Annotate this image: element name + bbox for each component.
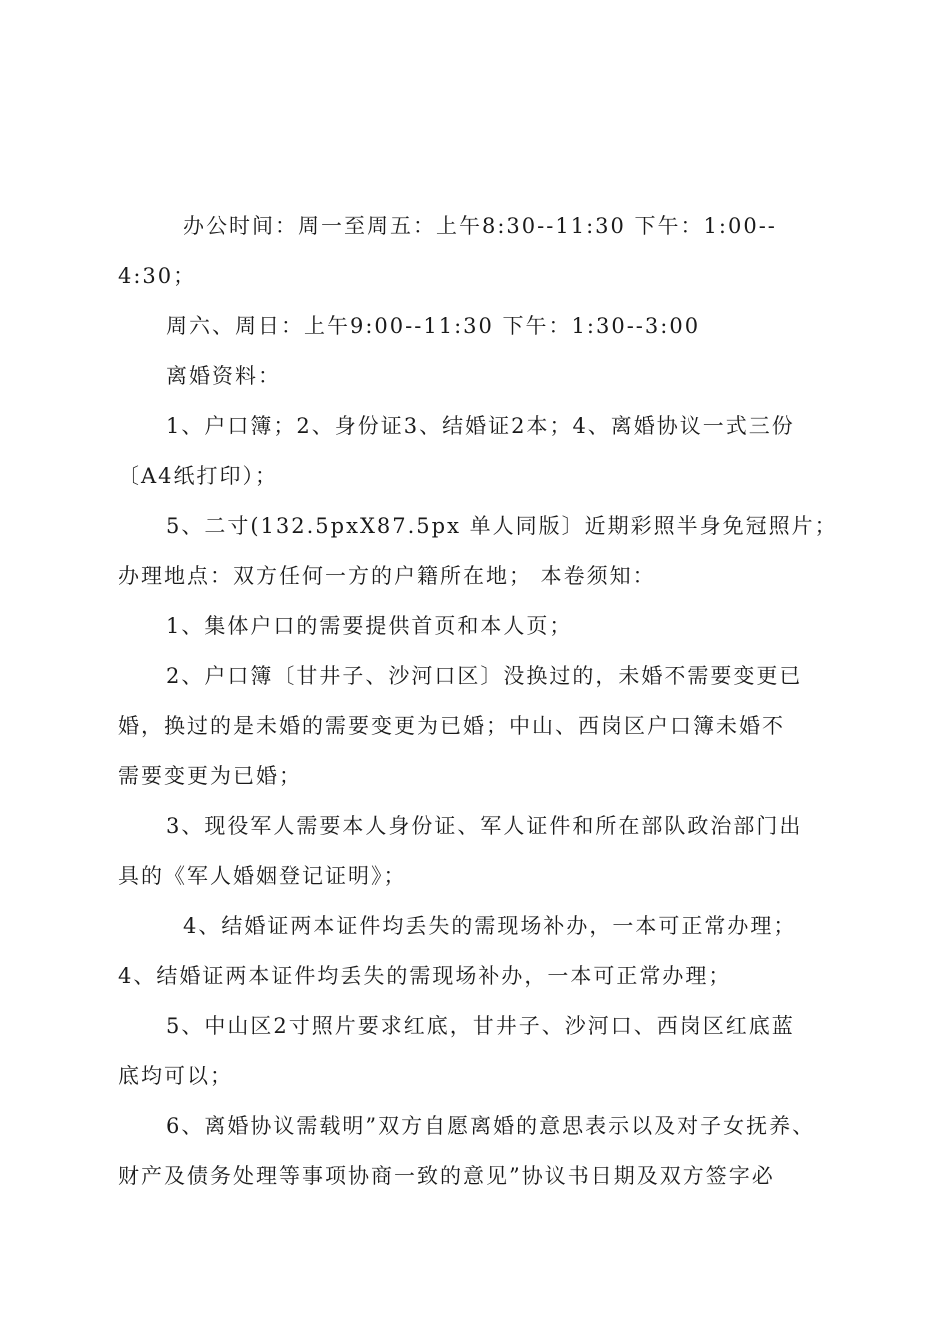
note-item-1: 1、集体户口的需要提供首页和本人页； bbox=[166, 614, 573, 638]
note-item-4: 4、结婚证两本证件均丢失的需现场补办，一本可正常办理； bbox=[183, 914, 797, 938]
materials-item-line: 1、户口簿；2、身份证3、结婚证2本；4、离婚协议一式三份 bbox=[166, 414, 795, 438]
note-item-6-cont: 财产及债务处理等事项协商一致的意见”协议书日期及双方签字必 bbox=[118, 1164, 775, 1188]
office-hours-weekend-line: 周六、周日：上午9:00--11:30 下午：1:30--3:00 bbox=[166, 314, 701, 338]
office-hours-weekday-line: 办公时间：周一至周五：上午8:30--11:30 下午：1:00-- bbox=[183, 214, 777, 238]
note-item-2-cont2: 需要变更为已婚； bbox=[118, 764, 302, 788]
note-item-3-cont: 具的《军人婚姻登记证明》； bbox=[118, 864, 407, 888]
note-item-3: 3、现役军人需要本人身份证、军人证件和所在部队政治部门出 bbox=[166, 814, 803, 838]
note-item-5-cont: 底均可以； bbox=[118, 1064, 233, 1088]
note-item-5: 5、中山区2寸照片要求红底，甘井子、沙河口、西岗区红底蓝 bbox=[166, 1014, 795, 1038]
divorce-materials-heading: 离婚资料： bbox=[166, 364, 281, 388]
materials-item-line-cont: 〔A4纸打印）； bbox=[118, 464, 279, 488]
location-and-notes-heading: 办理地点：双方任何一方的户籍所在地； 本卷须知： bbox=[118, 564, 656, 588]
note-item-2-cont: 婚，换过的是未婚的需要变更为已婚；中山、西岗区户口簿未婚不 bbox=[118, 714, 785, 738]
note-item-4-duplicate: 4、结婚证两本证件均丢失的需现场补办，一本可正常办理； bbox=[118, 964, 732, 988]
note-item-2: 2、户口簿〔甘井子、沙河口区〕没换过的，未婚不需要变更已 bbox=[166, 664, 803, 688]
office-hours-weekday-line-cont: 4:30； bbox=[118, 264, 197, 288]
photo-requirement-line: 5、二寸(132.5pxX87.5px 单人同版〕近期彩照半身免冠照片； bbox=[166, 514, 838, 538]
note-item-6: 6、离婚协议需载明”双方自愿离婚的意思表示以及对子女抚养、 bbox=[166, 1114, 816, 1138]
